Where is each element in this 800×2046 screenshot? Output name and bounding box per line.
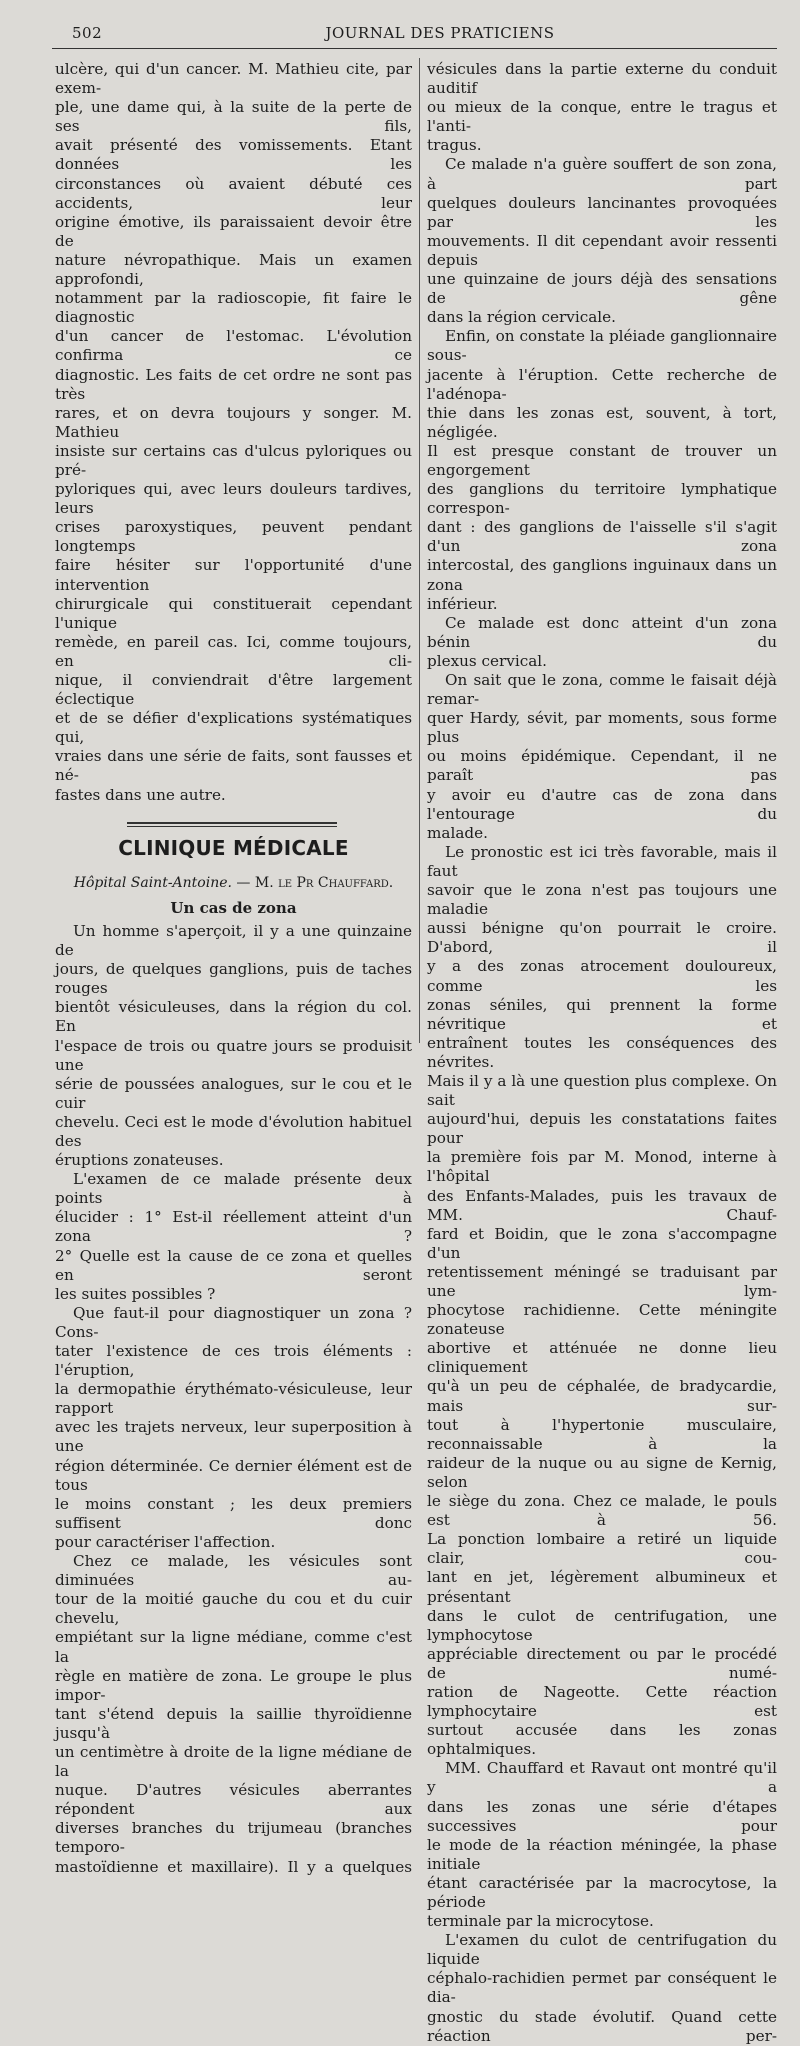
body-paragraph — [427, 843, 777, 1760]
text-line: circonstances où avaient débuté ces accidents, leur — [55, 174, 412, 212]
text-line: règle en matière de zona. Le groupe le plus impor- — [55, 1666, 412, 1704]
text-line: Enfin, on constate la pléiade ganglionnaire sous- — [427, 327, 777, 365]
text-line: aussi bénigne qu'on pourrait le croire. D'abord, il — [427, 919, 777, 957]
text-line: Un homme s'aperçoit, il y a une quinzaine de — [55, 921, 412, 960]
text-line: étant caractérisée par la macrocytose, la période — [427, 1873, 777, 1911]
text-line: empiétant sur la ligne médiane, comme c'est la — [55, 1628, 412, 1666]
text-line: Mais il y a là une question plus complexe. On sait — [427, 1071, 777, 1110]
text-line: bientôt vésiculeuses, dans la région du col. En — [55, 998, 412, 1036]
text-line: y a des zonas atrocement douloureux, comme les — [427, 957, 777, 995]
text-line: avec les trajets nerveux, leur superposition à une — [55, 1418, 412, 1456]
text-line: qu'à un peu de céphalée, de bradycardie, mais sur- — [427, 1377, 777, 1415]
text-line: Le pronostic est ici très favorable, mais il faut — [427, 842, 777, 880]
text-line: Que faut-il pour diagnostiquer un zona ? Cons- — [55, 1303, 412, 1341]
section-rule — [127, 822, 337, 827]
text-line: Il est presque constant de trouver un engorgement — [427, 441, 777, 479]
text-line: dant : des ganglions de l'aisselle s'il s'agit d'un zona — [427, 518, 777, 556]
text-line: rares, et on devra toujours y songer. M. Mathieu — [55, 403, 412, 441]
text-line: dans les zonas une série d'étapes successives pour — [427, 1797, 777, 1835]
text-line: quelques douleurs lancinantes provoquées par les — [427, 193, 777, 231]
text-line: zonas séniles, qui prennent la forme névritique et — [427, 995, 777, 1033]
text-line: ou moins épidémique. Cependant, il ne paraît pas — [427, 747, 777, 785]
text-line: avait présenté des vomissements. Etant données les — [55, 136, 412, 174]
text-line: crises paroxystiques, peuvent pendant longtemps — [55, 518, 412, 556]
text-line: jours, de quelques ganglions, puis de taches rouges — [55, 960, 412, 998]
body-paragraph — [427, 671, 777, 843]
text-line: ple, une dame qui, à la suite de la perte de ses fils, — [55, 98, 412, 136]
byline-hospital: Hôpital Saint-Antoine. — [73, 874, 232, 891]
text-line: origine émotive, ils paraissaient devoir être de — [55, 212, 412, 250]
text-line: entraînent toutes les conséquences des névrites. — [427, 1033, 777, 1071]
text-line: notamment par la radioscopie, fit faire le diagnostic — [55, 289, 412, 327]
text-line: plexus cervical. — [427, 651, 547, 670]
text-line: inférieur. — [427, 594, 498, 613]
body-paragraph — [55, 1552, 412, 1877]
text-line: remède, en pareil cas. Ici, comme toujours, en cli- — [55, 632, 412, 670]
journal-title: JOURNAL DES PRATICIENS — [325, 24, 555, 42]
body-paragraph — [55, 1170, 412, 1304]
text-line: nuque. D'autres vésicules aberrantes répondent aux — [55, 1781, 412, 1819]
text-line: appréciable directement ou par le procédé de numé- — [427, 1644, 777, 1682]
text-line: pyloriques qui, avec leurs douleurs tardives, leurs — [55, 480, 412, 518]
text-line: diagnostic. Les faits de cet ordre ne sont pas très — [55, 365, 412, 403]
text-line: d'un cancer de l'estomac. L'évolution confirma ce — [55, 327, 412, 365]
text-line: Ce malade est donc atteint d'un zona bénin du — [427, 613, 777, 651]
text-line: aujourd'hui, depuis les constatations faites pour — [427, 1110, 777, 1148]
text-line: tater l'existence de ces trois éléments : l'éruption, — [55, 1342, 412, 1380]
text-line: chirurgicale qui constituerait cependant l'unique — [55, 594, 412, 632]
text-line: une quinzaine de jours déjà des sensations de gêne — [427, 270, 777, 308]
text-line: chevelu. Ceci est le mode d'évolution habituel des — [55, 1112, 412, 1150]
text-line: dans la région cervicale. — [427, 308, 616, 327]
text-line: intercostal, des ganglions inguinaux dans un zona — [427, 556, 777, 594]
page-number: 502 — [72, 24, 103, 42]
text-line: lant en jet, légèrement albumineux et présentant — [427, 1568, 777, 1606]
text-line: gnostic du stade évolutif. Quand cette réaction per- — [427, 2007, 777, 2045]
text-line: des Enfants-Malades, puis les travaux de MM. Chauf- — [427, 1186, 777, 1224]
text-line: abortive et atténuée ne donne lieu cliniquement — [427, 1339, 777, 1377]
text-line: ou mieux de la conque, entre le tragus et l'anti- — [427, 98, 777, 136]
body-paragraph — [427, 1931, 777, 2046]
text-line: nique, il conviendrait d'être largement éclectique — [55, 671, 412, 709]
byline-author: — M. le Pr Chauffard. — [231, 874, 394, 891]
text-line: les suites possibles ? — [55, 1284, 216, 1303]
text-line: surtout accusée dans les zonas ophtalmiques. — [427, 1721, 777, 1759]
text-line: le moins constant ; les deux premiers suffisent donc — [55, 1494, 412, 1532]
column-rule — [419, 58, 420, 1043]
text-line: fard et Boidin, que le zona s'accompagne d'un — [427, 1224, 777, 1262]
case-title: Un cas de zona — [170, 898, 297, 917]
text-line: Ce malade n'a guère souffert de son zona, à part — [427, 155, 777, 193]
body-paragraph — [427, 155, 777, 327]
body-paragraph — [427, 327, 777, 613]
text-line: insiste sur certains cas d'ulcus pyloriques ou pré- — [55, 441, 412, 479]
text-line: faire hésiter sur l'opportunité d'une intervention — [55, 556, 412, 594]
body-paragraph — [55, 922, 412, 1170]
text-line: phocytose rachidienne. Cette méningite zonateuse — [427, 1301, 777, 1339]
header-rule — [52, 48, 777, 49]
text-line: La ponction lombaire a retiré un liquide clair, cou- — [427, 1530, 777, 1568]
text-line: nature névropathique. Mais un examen approfondi, — [55, 250, 412, 289]
text-line: 2° Quelle est la cause de ce zona et quelles en seront — [55, 1246, 412, 1284]
text-line: MM. Chauffard et Ravaut ont montré qu'il y a — [427, 1759, 777, 1797]
text-line: céphalo-rachidien permet par conséquent le dia- — [427, 1969, 777, 2007]
text-line: tour de la moitié gauche du cou et du cuir chevelu, — [55, 1590, 412, 1628]
text-line: mastoïdienne et maxillaire). Il y a quelques — [55, 1857, 412, 1876]
text-line: le siège du zona. Chez ce malade, le pouls est à 56. — [427, 1492, 777, 1530]
text-line: retentissement méningé se traduisant par une lym- — [427, 1262, 777, 1300]
text-line: L'examen du culot de centrifugation du liquide — [427, 1931, 777, 1969]
body-paragraph — [55, 1304, 412, 1552]
text-line: éruptions zonateuses. — [55, 1151, 224, 1170]
left-column — [55, 60, 412, 1877]
right-column — [427, 60, 777, 2046]
text-line: fastes dans une autre. — [55, 785, 226, 804]
text-line: ulcère, qui d'un cancer. M. Mathieu cite, par exem- — [55, 60, 412, 98]
text-line: ration de Nageotte. Cette réaction lymphocytaire est — [427, 1682, 777, 1721]
text-line: On sait que le zona, comme le faisait déjà remar- — [427, 671, 777, 709]
text-line: quer Hardy, sévit, par moments, sous forme plus — [427, 709, 777, 747]
body-paragraph — [427, 60, 777, 155]
section-title: CLINIQUE MÉDICALE — [118, 835, 349, 860]
running-head — [0, 22, 800, 48]
text-line: la dermopathie érythémato-vésiculeuse, leur rapport — [55, 1380, 412, 1418]
text-line: y avoir eu d'autre cas de zona dans l'entourage du — [427, 785, 777, 823]
text-line: tant s'étend depuis la saillie thyroïdienne jusqu'à — [55, 1704, 412, 1742]
text-line: tragus. — [427, 136, 482, 155]
text-line: le mode de la réaction méningée, la phase initiale — [427, 1835, 777, 1873]
text-line: terminale par la microcytose. — [427, 1912, 654, 1931]
text-line: Chez ce malade, les vésicules sont diminuées au- — [55, 1552, 412, 1590]
text-line: vésicules dans la partie externe du conduit auditif — [427, 60, 777, 98]
text-line: dans le culot de centrifugation, une lymphocytose — [427, 1606, 777, 1644]
text-line: région déterminée. Ce dernier élément est de tous — [55, 1456, 412, 1494]
text-line: un centimètre à droite de la ligne médiane de la — [55, 1742, 412, 1781]
text-line: L'examen de ce malade présente deux points à — [55, 1170, 412, 1208]
text-line: tout à l'hypertonie musculaire, reconnaissable à la — [427, 1415, 777, 1453]
text-line: thie dans les zonas est, souvent, à tort, négligée. — [427, 403, 777, 441]
text-line: et de se défier d'explications systématiques qui, — [55, 709, 412, 747]
text-line: élucider : 1° Est-il réellement atteint d'un zona ? — [55, 1208, 412, 1246]
byline — [55, 874, 412, 893]
text-line: l'espace de trois ou quatre jours se produisit une — [55, 1036, 412, 1074]
body-paragraph — [427, 1759, 777, 1931]
text-line: diverses branches du trijumeau (branches temporo- — [55, 1819, 412, 1857]
text-line: pour caractériser l'affection. — [55, 1532, 276, 1551]
body-paragraph — [427, 614, 777, 671]
text-line: raideur de la nuque ou au signe de Kernig, selon — [427, 1453, 777, 1491]
text-line: vraies dans une série de faits, sont fausses et né- — [55, 747, 412, 785]
text-line: malade. — [427, 823, 488, 842]
text-line: savoir que le zona n'est pas toujours une maladie — [427, 881, 777, 919]
text-line: la première fois par M. Monod, interne à l'hôpital — [427, 1148, 777, 1186]
text-line: des ganglions du territoire lymphatique correspon- — [427, 480, 777, 518]
intro-paragraph — [55, 60, 412, 805]
text-line: mouvements. Il dit cependant avoir ressenti depuis — [427, 231, 777, 269]
text-line: série de poussées analogues, sur le cou et le cuir — [55, 1074, 412, 1112]
text-line: jacente à l'éruption. Cette recherche de l'adénopa- — [427, 365, 777, 403]
